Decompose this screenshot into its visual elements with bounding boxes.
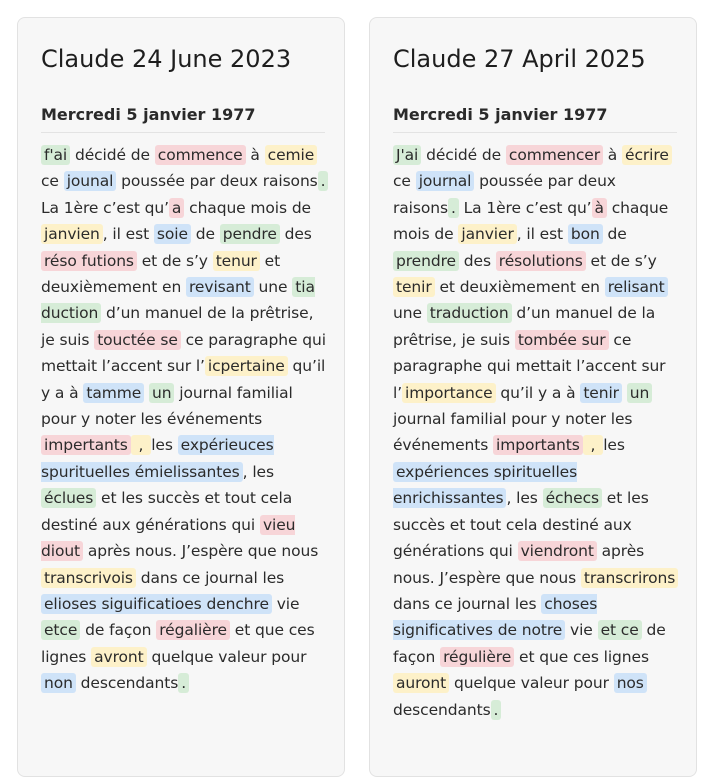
highlighted-token: avront [91,647,147,667]
highlighted-token: , [583,435,603,455]
highlighted-token: nos [614,673,647,693]
highlighted-token: commencer [506,145,603,165]
text-run: après nous. J’espère que nous [393,542,645,587]
highlighted-token: J'ai [393,145,421,165]
text-run: et que ces lignes [41,621,315,666]
highlighted-token: commence [155,145,246,165]
highlighted-token: et ce [598,620,642,640]
text-run: quelque valeur pour [449,674,614,693]
highlighted-token: bon [568,224,603,244]
highlighted-token: . [178,673,189,693]
text-run: poussée par deux raisons [393,172,616,217]
highlighted-token: relisant [605,277,668,297]
text-run: décidé de [421,146,506,164]
highlighted-token: icpertaine [205,356,288,376]
highlighted-token: résolutions [496,251,586,271]
highlighted-token: transcrivois [41,568,136,588]
highlighted-token: auront [393,673,449,693]
card-title: Claude 24 June 2023 [41,45,292,73]
highlighted-token: tenur [213,251,260,271]
highlighted-token: éclues [41,488,96,508]
highlighted-token: tombée sur [515,330,609,350]
highlighted-token: revisant [186,277,254,297]
text-run: dans ce journal les [393,594,542,613]
highlighted-token: . [448,198,459,218]
text-run: d’un manuel de la prêtrise, je suis [41,304,314,349]
highlighted-token: non [41,673,76,693]
highlighted-token: vieu diout [41,515,296,561]
text-run: à [602,146,623,164]
text-run: ce [393,172,416,191]
transcription-text [41,142,331,697]
text-run: des [279,225,312,244]
highlighted-token: régulière [440,647,514,667]
highlighted-token: . [318,171,329,191]
highlighted-token: à [592,198,607,218]
transcription-card-2023 [17,17,345,777]
text-run: , les [242,462,274,481]
text-run: après nous. J’espère que nous [83,542,319,561]
text-run: de façon [393,621,666,666]
highlighted-token: tenir [580,383,622,403]
text-run: poussée par deux raisons [116,172,318,191]
text-run: de façon [80,621,157,640]
text-run: qu’il y a à [495,383,581,402]
text-run: et de s’y [585,251,657,270]
highlighted-token: elioses siguificatioes denchre [41,594,272,614]
highlighted-token: janvien [41,224,103,244]
text-run: qu’il y a à [41,357,326,402]
text-run: de [190,225,220,244]
highlighted-token: , [131,435,151,455]
divider [41,132,325,133]
highlighted-token: viendront [518,541,597,561]
text-run: à [245,146,265,164]
text-run: descendants [75,674,179,693]
highlighted-token: etce [41,620,80,640]
text-run: La 1ère c’est qu’ [458,198,592,217]
text-run: ce [41,172,64,191]
highlighted-token: a [169,198,184,218]
text-run: et deuxièmement en [41,251,281,297]
highlighted-token: f'ai [41,145,70,165]
text-run: et les succès et tout cela destiné aux générations qui [393,489,649,561]
highlighted-token: traduction [427,303,512,323]
highlighted-token: touctée se [94,330,181,350]
transcription-text [393,142,683,723]
text-run: , les [506,489,543,508]
text-run: décidé de [70,146,155,164]
highlighted-token: choses significatives de notre [393,594,598,640]
text-run: les [603,436,625,455]
highlighted-token: écrire [622,145,672,165]
highlighted-token: tia duction [41,278,315,323]
highlighted-token: un [149,383,174,403]
text-run: descendants [393,700,491,719]
card-title: Claude 27 April 2025 [393,45,646,73]
text-run: journal familial pour y noter les événements [393,410,633,455]
highlighted-token: journal [416,171,475,191]
highlighted-token: un [627,383,652,403]
text-run: chaque mois de [393,198,669,244]
text-run: une [393,304,427,323]
highlighted-token: tamme [83,383,144,403]
text-run: , il est [102,225,154,244]
entry-date: Mercredi 5 janvier 1977 [393,105,608,124]
text-run: les [151,436,178,455]
highlighted-token: impertants [41,435,131,455]
highlighted-token: régalière [156,620,230,640]
highlighted-token: tenir [393,277,435,297]
highlighted-token: janvier [458,224,516,244]
divider [393,132,677,133]
highlighted-token: transcrirons [581,568,678,588]
highlighted-token: réso futions [41,251,137,271]
text-run: et les succès et tout cela destiné aux générations qui [41,489,293,534]
text-run: une [253,278,293,297]
text-run: vie [271,594,300,613]
text-run: ce paragraphe qui mettait l’accent sur l’ [41,330,326,376]
text-run: , il est [516,225,568,244]
highlighted-token: cemie [265,145,318,165]
text-run: d’un manuel de la prêtrise, je suis [393,304,656,349]
text-run: et que ces lignes [514,647,649,666]
text-run: ce paragraphe qui mettait l’accent sur l’ [393,330,666,402]
highlighted-token: pendre [220,224,280,244]
text-run: dans ce journal les [135,568,285,587]
highlighted-token: . [491,700,502,720]
text-run: des [458,251,496,270]
text-run: de [602,225,627,244]
text-run: et deuxièmement en [434,278,605,297]
entry-date: Mercredi 5 janvier 1977 [41,105,256,124]
highlighted-token: soie [154,224,191,244]
text-run: journal familial pour y noter les événements [41,383,293,429]
text-run: et de s’y [136,251,213,270]
text-run: La 1ère c’est qu’ [41,198,169,217]
highlighted-token: jounal [64,171,117,191]
highlighted-token: importance [402,383,496,403]
highlighted-token: prendre [393,251,459,271]
highlighted-token: importants [493,435,583,455]
highlighted-token: expériences spirituelles enrichissantes [393,462,578,508]
highlighted-token: échecs [543,488,602,508]
text-run: vie [565,621,598,640]
highlighted-token: expérieuces spurituelles émielissantes [41,436,274,481]
text-run: quelque valeur pour [146,647,307,666]
transcription-card-2025 [369,17,697,777]
text-run: chaque mois de [184,198,311,217]
